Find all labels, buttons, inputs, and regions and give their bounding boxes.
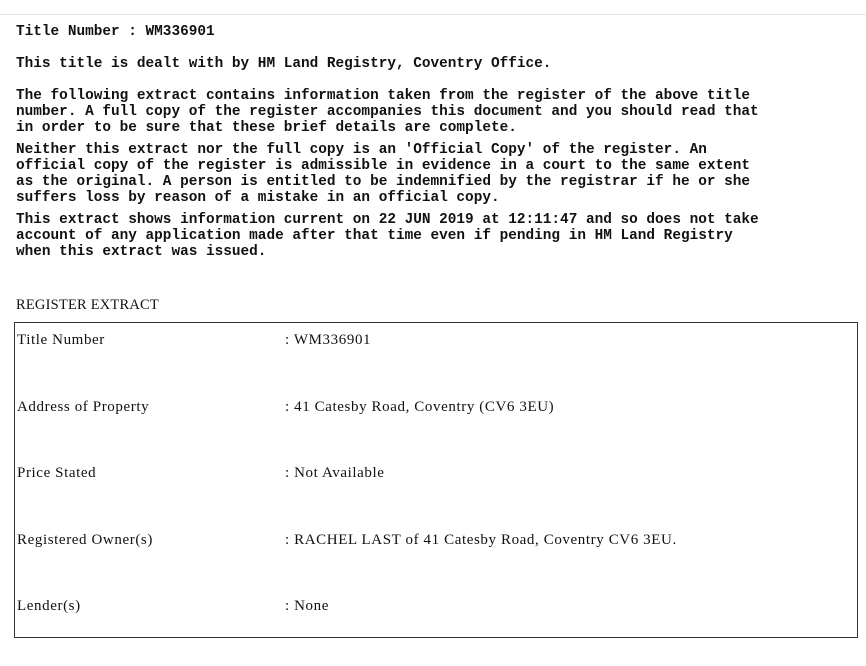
row-registered-owners (17, 532, 677, 552)
row-address-of-property (17, 399, 555, 419)
paragraph-line: as the original. A person is entitled to be indemnified by the registrar if he or she (16, 174, 751, 190)
paragraph-line: account of any application made after that time even if pending in HM Land Registry (16, 228, 733, 244)
row-label: Lender(s) (17, 598, 81, 614)
top-divider (0, 14, 866, 15)
row-title-number (17, 332, 372, 352)
paragraph-line: in order to be sure that these brief details are complete. (16, 120, 517, 136)
document-body (16, 24, 856, 260)
paragraph-line: suffers loss by reason of a mistake in an official copy. (16, 190, 500, 206)
row-value: : None (285, 598, 330, 614)
paragraph-extract-info (16, 88, 856, 136)
paragraph-line: official copy of the register is admissible in evidence in a court to the same extent (16, 158, 751, 174)
paragraph-line: This extract shows information current on 22 JUN 2019 at 12:11:47 and so does not take (16, 212, 759, 228)
row-value: : Not Available (285, 465, 385, 481)
paragraph-line: Neither this extract nor the full copy is an 'Official Copy' of the register. An (16, 142, 707, 158)
register-extract-table (14, 322, 858, 638)
row-value: : 41 Catesby Road, Coventry (CV6 3EU) (285, 399, 555, 415)
row-label: Registered Owner(s) (17, 532, 153, 548)
row-label: Price Stated (17, 465, 97, 481)
office-line: This title is dealt with by HM Land Registry, Coventry Office. (16, 56, 552, 72)
row-value: : RACHEL LAST of 41 Catesby Road, Coventry CV6 3EU. (285, 532, 677, 548)
row-label: Title Number (17, 332, 105, 348)
paragraph-line: number. A full copy of the register accompanies this document and you should read that (16, 104, 759, 120)
row-label: Address of Property (17, 399, 150, 415)
paragraph-official-copy (16, 142, 856, 206)
row-lenders (17, 598, 330, 618)
title-number-line: Title Number : WM336901 (16, 24, 215, 40)
row-price-stated (17, 465, 385, 485)
paragraph-line: The following extract contains information taken from the register of the above title (16, 88, 751, 104)
paragraph-currency (16, 212, 856, 260)
row-value: : WM336901 (285, 332, 372, 348)
paragraph-line: when this extract was issued. (16, 244, 267, 260)
register-extract-heading: REGISTER EXTRACT (16, 297, 159, 313)
